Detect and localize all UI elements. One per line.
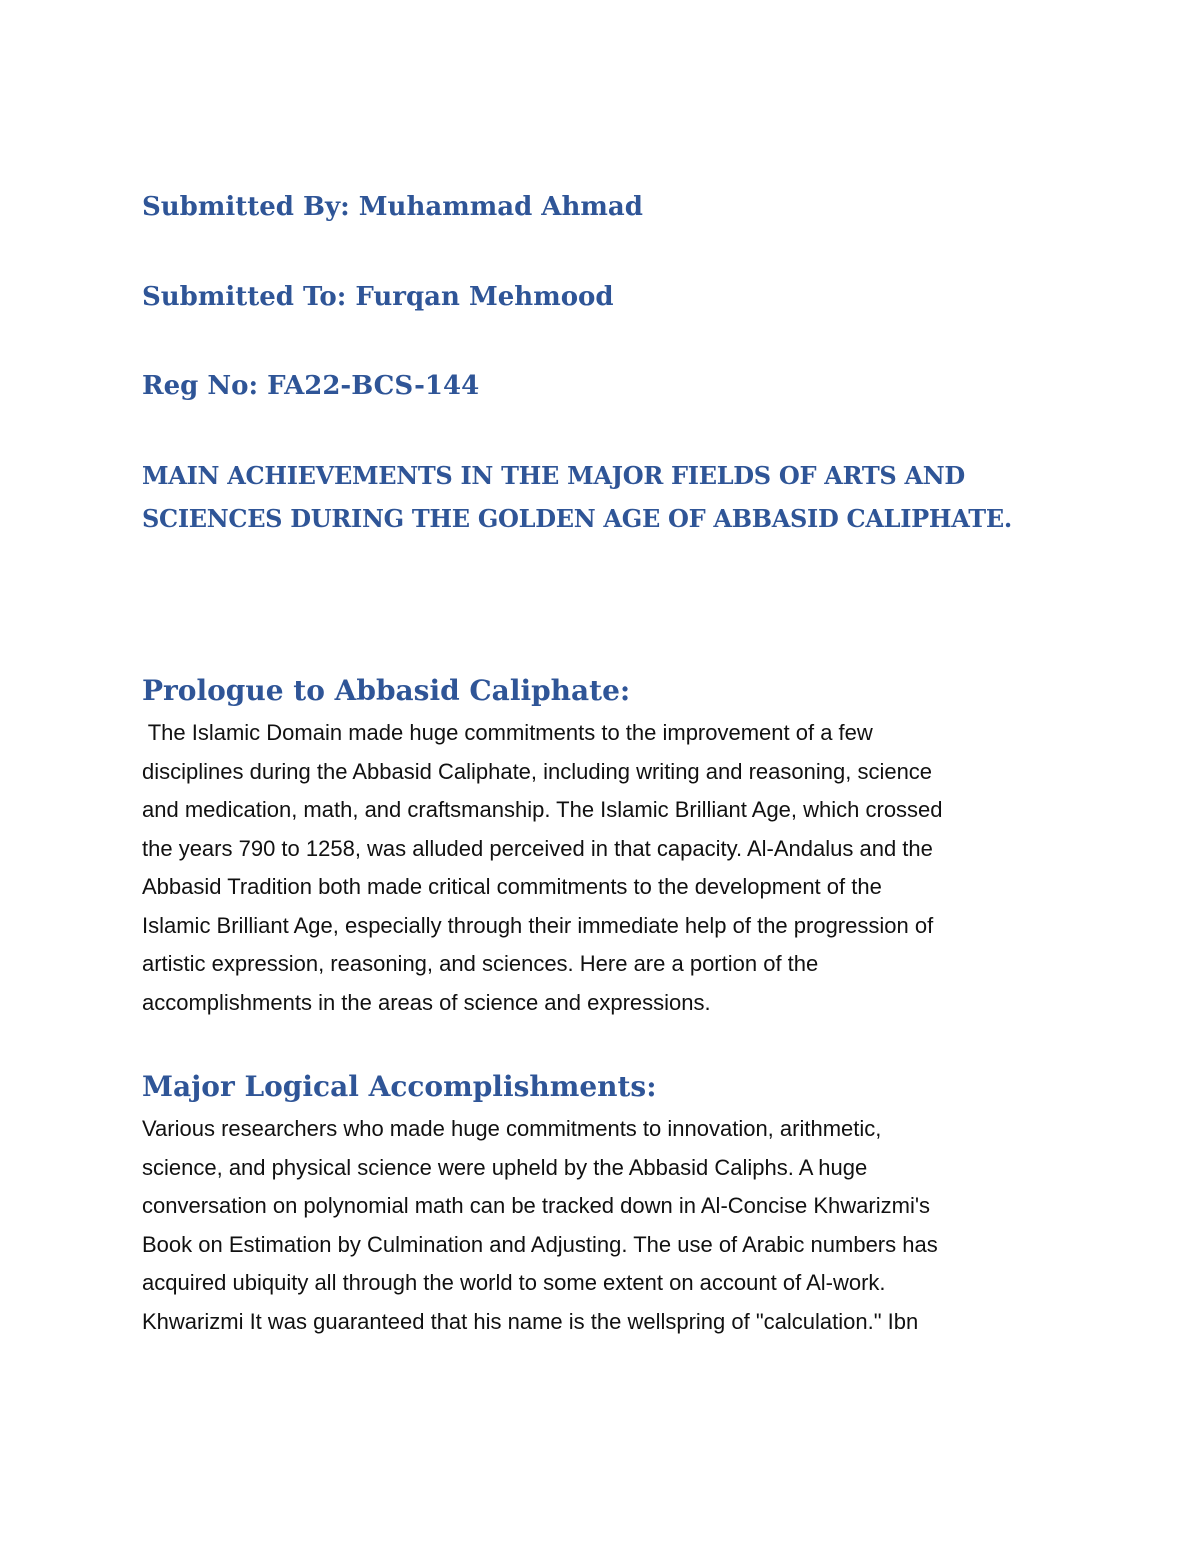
paragraph-line: Abbasid Tradition both made critical commitments to the development of the bbox=[142, 874, 882, 899]
paragraph-line: disciplines during the Abbasid Caliphate, including writing and reasoning, science bbox=[142, 758, 933, 784]
section-body-logical-accomplishments bbox=[142, 1110, 938, 1341]
section-heading-logical-accomplishments: Major Logical Accomplishments: bbox=[142, 1070, 657, 1103]
document-title-line-1: MAIN ACHIEVEMENTS IN THE MAJOR FIELDS OF ARTS AND bbox=[142, 461, 965, 490]
paragraph-line: and medication, math, and craftsmanship. The Islamic Brilliant Age, which crossed bbox=[142, 797, 943, 822]
paragraph-line: Various researchers who made huge commitments to innovation, arithmetic, bbox=[142, 1116, 882, 1141]
paragraph-line: Book on Estimation by Culmination and Adjusting. The use of Arabic numbers has bbox=[142, 1231, 938, 1257]
paragraph-line: science, and physical science were upheld by the Abbasid Caliphs. A huge bbox=[142, 1154, 868, 1180]
submitted-to: Submitted To: Furqan Mehmood bbox=[142, 282, 614, 312]
paragraph-line: artistic expression, reasoning, and sciences. Here are a portion of the bbox=[142, 951, 819, 976]
paragraph-line: conversation on polynomial math can be tracked down in Al-Concise Khwarizmi's bbox=[142, 1193, 931, 1218]
paragraph-line: accomplishments in the areas of science and expressions. bbox=[142, 989, 711, 1015]
paragraph-line: The Islamic Domain made huge commitments to the improvement of a few bbox=[142, 720, 873, 745]
paragraph-line: Islamic Brilliant Age, especially through their immediate help of the progression of bbox=[142, 912, 934, 938]
reg-no: Reg No: FA22-BCS-144 bbox=[142, 371, 480, 401]
section-heading-prologue: Prologue to Abbasid Caliphate: bbox=[142, 674, 631, 707]
document-title-line-2: SCIENCES DURING THE GOLDEN AGE OF ABBASID CALIPHATE. bbox=[142, 504, 1012, 533]
paragraph-line: Khwarizmi It was guaranteed that his name is the wellspring of "calculation." Ibn bbox=[142, 1308, 919, 1334]
paragraph-line: the years 790 to 1258, was alluded perceived in that capacity. Al-Andalus and the bbox=[142, 835, 933, 861]
submitted-by: Submitted By: Muhammad Ahmad bbox=[142, 192, 643, 222]
paragraph-line: acquired ubiquity all through the world to some extent on account of Al-work. bbox=[142, 1270, 886, 1295]
section-body-prologue bbox=[142, 714, 943, 1022]
